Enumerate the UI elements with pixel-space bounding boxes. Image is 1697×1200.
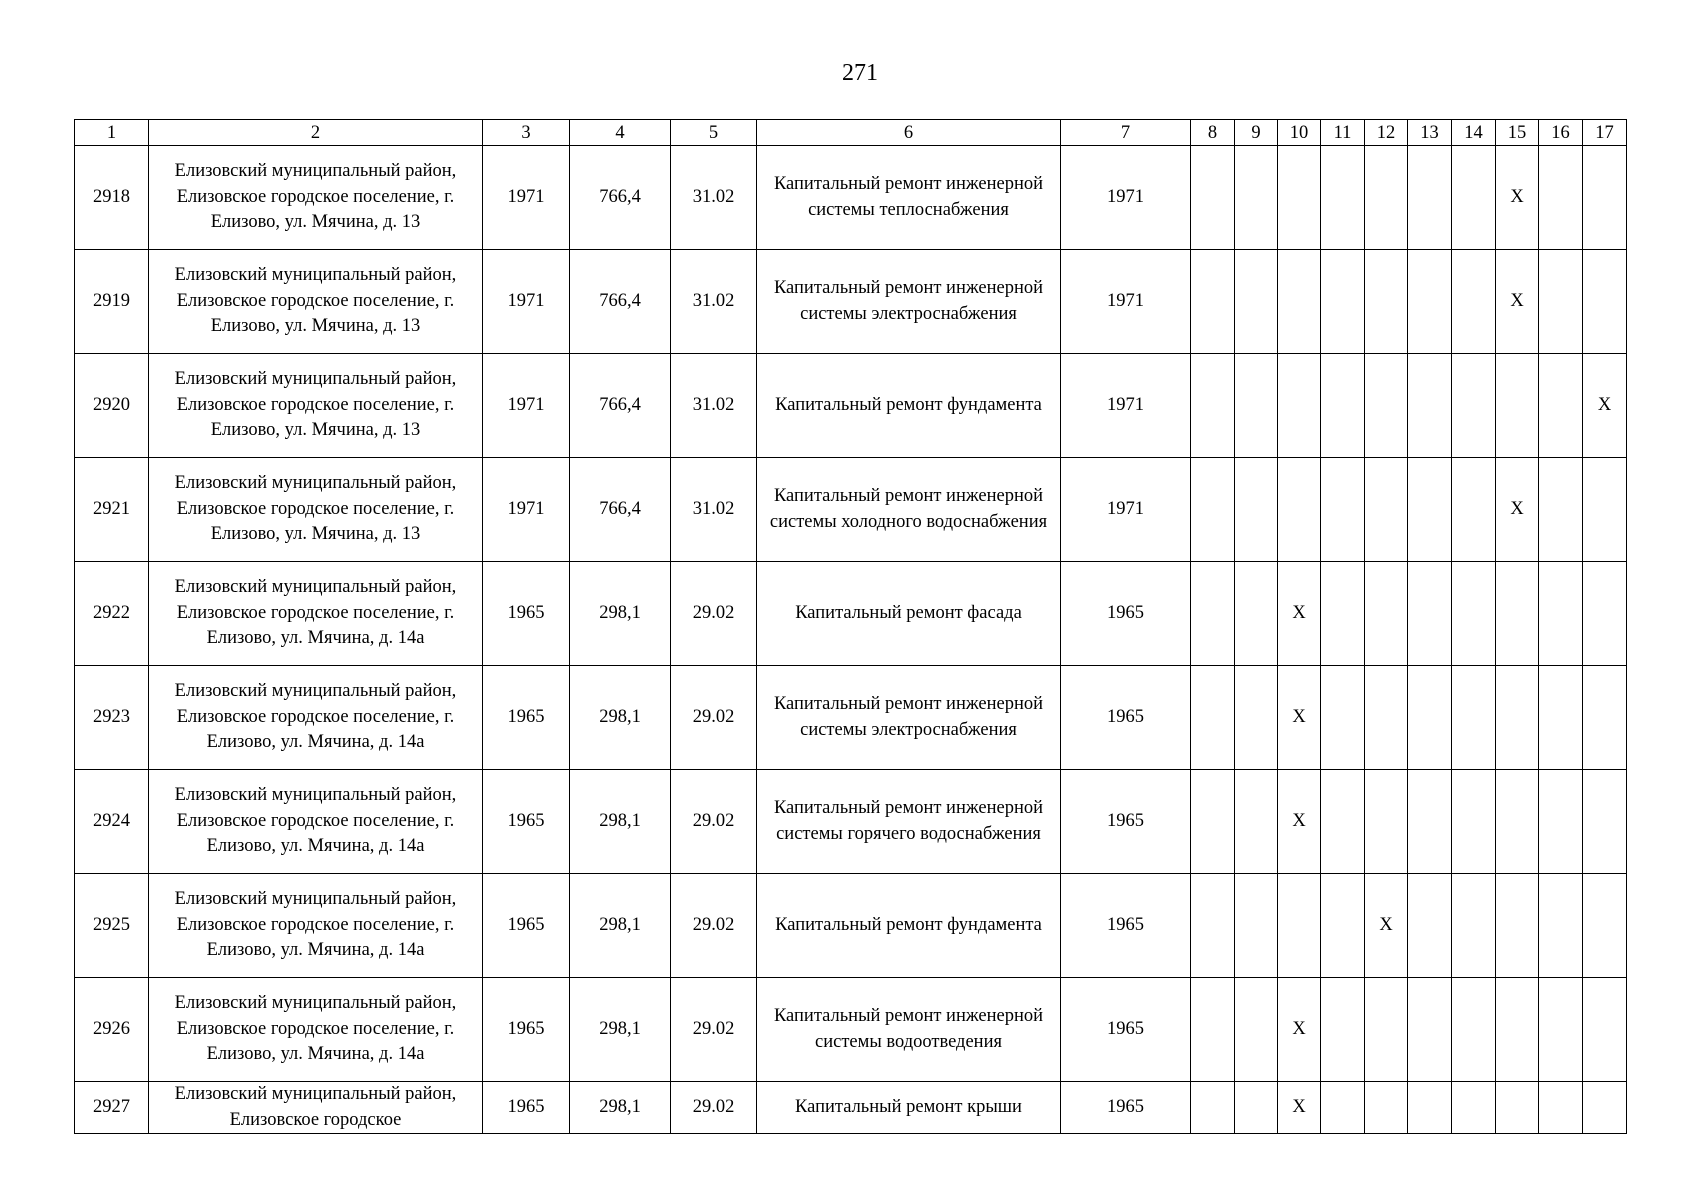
column-number-7: 7 — [1061, 120, 1191, 146]
column-number-17: 17 — [1583, 120, 1627, 146]
check-cell-col-16 — [1539, 458, 1583, 562]
column-number-2: 2 — [149, 120, 483, 146]
area-cell: 766,4 — [570, 250, 671, 354]
row-number-cell: 2922 — [75, 562, 149, 666]
check-cell-col-13 — [1408, 146, 1452, 250]
column-number-5: 5 — [671, 120, 757, 146]
build-year-cell: 1965 — [483, 978, 570, 1082]
check-cell-col-14 — [1452, 250, 1496, 354]
area-cell: 298,1 — [570, 770, 671, 874]
check-mark: X — [1278, 562, 1321, 666]
address-cell: Елизовский муниципальный район, Елизовское городское поселение, г. Елизово, ул. Мячина, д. 13 — [149, 354, 483, 458]
commission-year-cell: 1971 — [1061, 250, 1191, 354]
check-cell-col-8 — [1191, 458, 1235, 562]
table-row — [75, 354, 1627, 458]
table-row — [75, 874, 1627, 978]
address-cell: Елизовский муниципальный район, Елизовское городское поселение, г. Елизово, ул. Мячина, д. 14а — [149, 562, 483, 666]
area-cell: 766,4 — [570, 146, 671, 250]
check-cell-col-15 — [1496, 874, 1539, 978]
column-number-4: 4 — [570, 120, 671, 146]
row-number-cell: 2919 — [75, 250, 149, 354]
check-cell-col-15 — [1496, 1082, 1539, 1134]
check-cell-col-12 — [1365, 666, 1408, 770]
check-mark: X — [1496, 458, 1539, 562]
check-cell-col-9 — [1235, 562, 1278, 666]
check-cell-col-8 — [1191, 770, 1235, 874]
code-cell: 29.02 — [671, 874, 757, 978]
check-cell-col-16 — [1539, 770, 1583, 874]
check-cell-col-8 — [1191, 666, 1235, 770]
code-cell: 31.02 — [671, 354, 757, 458]
check-mark: X — [1278, 770, 1321, 874]
address-cell: Елизовский муниципальный район, Елизовское городское поселение, г. Елизово, ул. Мячина, д. 14а — [149, 770, 483, 874]
check-cell-col-15 — [1496, 562, 1539, 666]
check-cell-col-16 — [1539, 146, 1583, 250]
check-cell-col-11 — [1321, 250, 1365, 354]
commission-year-cell: 1965 — [1061, 874, 1191, 978]
check-cell-col-14 — [1452, 354, 1496, 458]
check-cell-col-11 — [1321, 146, 1365, 250]
address-cell: Елизовский муниципальный район, Елизовское городское поселение, г. Елизово, ул. Мячина, д. 13 — [149, 146, 483, 250]
check-cell-col-17 — [1583, 562, 1627, 666]
check-cell-col-16 — [1539, 562, 1583, 666]
work-type-cell: Капитальный ремонт фасада — [757, 562, 1061, 666]
check-cell-col-11 — [1321, 770, 1365, 874]
commission-year-cell: 1971 — [1061, 458, 1191, 562]
table-row — [75, 562, 1627, 666]
column-number-16: 16 — [1539, 120, 1583, 146]
check-cell-col-16 — [1539, 874, 1583, 978]
check-cell-col-15 — [1496, 354, 1539, 458]
commission-year-cell: 1971 — [1061, 146, 1191, 250]
check-cell-col-11 — [1321, 978, 1365, 1082]
work-type-cell: Капитальный ремонт фундамента — [757, 874, 1061, 978]
check-cell-col-13 — [1408, 770, 1452, 874]
work-type-cell: Капитальный ремонт инженерной системы горячего водоснабжения — [757, 770, 1061, 874]
check-cell-col-16 — [1539, 978, 1583, 1082]
area-cell: 766,4 — [570, 354, 671, 458]
commission-year-cell: 1971 — [1061, 354, 1191, 458]
code-cell: 31.02 — [671, 250, 757, 354]
row-number-cell: 2924 — [75, 770, 149, 874]
check-cell-col-12 — [1365, 562, 1408, 666]
check-cell-col-8 — [1191, 874, 1235, 978]
check-mark: X — [1496, 146, 1539, 250]
table-row — [75, 666, 1627, 770]
build-year-cell: 1971 — [483, 146, 570, 250]
check-cell-col-10 — [1278, 354, 1321, 458]
check-cell-col-11 — [1321, 874, 1365, 978]
check-cell-col-13 — [1408, 250, 1452, 354]
check-cell-col-16 — [1539, 666, 1583, 770]
check-cell-col-15 — [1496, 978, 1539, 1082]
check-mark: X — [1278, 1082, 1321, 1134]
code-cell: 31.02 — [671, 458, 757, 562]
work-type-cell: Капитальный ремонт крыши — [757, 1082, 1061, 1134]
check-cell-col-8 — [1191, 146, 1235, 250]
work-type-cell: Капитальный ремонт фундамента — [757, 354, 1061, 458]
check-cell-col-12 — [1365, 458, 1408, 562]
build-year-cell: 1965 — [483, 562, 570, 666]
row-number-cell: 2923 — [75, 666, 149, 770]
check-cell-col-12 — [1365, 978, 1408, 1082]
repair-register-table — [74, 119, 1627, 1134]
address-cell: Елизовский муниципальный район, Елизовское городское поселение, г. Елизово, ул. Мячина, д. 13 — [149, 250, 483, 354]
check-cell-col-8 — [1191, 978, 1235, 1082]
commission-year-cell: 1965 — [1061, 666, 1191, 770]
address-cell: Елизовский муниципальный район, Елизовское городское поселение, г. Елизово, ул. Мячина, д. 14а — [149, 978, 483, 1082]
check-cell-col-17 — [1583, 146, 1627, 250]
check-cell-col-9 — [1235, 458, 1278, 562]
column-number-row — [75, 120, 1627, 146]
area-cell: 298,1 — [570, 978, 671, 1082]
check-cell-col-10 — [1278, 874, 1321, 978]
check-cell-col-16 — [1539, 250, 1583, 354]
check-cell-col-14 — [1452, 562, 1496, 666]
row-number-cell: 2918 — [75, 146, 149, 250]
check-cell-col-12 — [1365, 250, 1408, 354]
check-cell-col-11 — [1321, 1082, 1365, 1134]
check-cell-col-13 — [1408, 666, 1452, 770]
area-cell: 298,1 — [570, 1082, 671, 1134]
check-cell-col-9 — [1235, 1082, 1278, 1134]
check-cell-col-13 — [1408, 1082, 1452, 1134]
check-cell-col-9 — [1235, 666, 1278, 770]
check-cell-col-15 — [1496, 770, 1539, 874]
check-cell-col-14 — [1452, 666, 1496, 770]
build-year-cell: 1965 — [483, 874, 570, 978]
check-cell-col-16 — [1539, 1082, 1583, 1134]
build-year-cell: 1965 — [483, 666, 570, 770]
column-number-14: 14 — [1452, 120, 1496, 146]
column-number-12: 12 — [1365, 120, 1408, 146]
check-cell-col-13 — [1408, 874, 1452, 978]
work-type-cell: Капитальный ремонт инженерной системы электроснабжения — [757, 250, 1061, 354]
table-row — [75, 146, 1627, 250]
address-cell: Елизовский муниципальный район, Елизовское городское поселение, г. Елизово, ул. Мячина, д. 13 — [149, 458, 483, 562]
column-number-9: 9 — [1235, 120, 1278, 146]
check-cell-col-14 — [1452, 770, 1496, 874]
check-cell-col-10 — [1278, 458, 1321, 562]
work-type-cell: Капитальный ремонт инженерной системы теплоснабжения — [757, 146, 1061, 250]
check-cell-col-17 — [1583, 874, 1627, 978]
check-cell-col-9 — [1235, 770, 1278, 874]
check-cell-col-11 — [1321, 562, 1365, 666]
row-number-cell: 2920 — [75, 354, 149, 458]
column-number-8: 8 — [1191, 120, 1235, 146]
check-cell-col-13 — [1408, 354, 1452, 458]
check-mark: X — [1583, 354, 1627, 458]
code-cell: 29.02 — [671, 770, 757, 874]
row-number-cell: 2925 — [75, 874, 149, 978]
table-row — [75, 978, 1627, 1082]
column-number-10: 10 — [1278, 120, 1321, 146]
check-cell-col-11 — [1321, 458, 1365, 562]
check-cell-col-9 — [1235, 146, 1278, 250]
code-cell: 29.02 — [671, 978, 757, 1082]
commission-year-cell: 1965 — [1061, 978, 1191, 1082]
column-number-6: 6 — [757, 120, 1061, 146]
check-mark: X — [1365, 874, 1408, 978]
check-cell-col-8 — [1191, 250, 1235, 354]
check-cell-col-10 — [1278, 146, 1321, 250]
check-cell-col-9 — [1235, 978, 1278, 1082]
build-year-cell: 1971 — [483, 458, 570, 562]
commission-year-cell: 1965 — [1061, 562, 1191, 666]
check-cell-col-8 — [1191, 562, 1235, 666]
work-type-cell: Капитальный ремонт инженерной системы водоотведения — [757, 978, 1061, 1082]
check-cell-col-13 — [1408, 978, 1452, 1082]
code-cell: 29.02 — [671, 1082, 757, 1134]
address-cell: Елизовский муниципальный район, Елизовское городское поселение, г. Елизово, ул. Мячина, д. 14а — [149, 874, 483, 978]
row-number-cell: 2926 — [75, 978, 149, 1082]
table-row — [75, 458, 1627, 562]
commission-year-cell: 1965 — [1061, 1082, 1191, 1134]
check-cell-col-12 — [1365, 770, 1408, 874]
table-row — [75, 770, 1627, 874]
check-cell-col-9 — [1235, 874, 1278, 978]
area-cell: 766,4 — [570, 458, 671, 562]
area-cell: 298,1 — [570, 666, 671, 770]
check-cell-col-14 — [1452, 1082, 1496, 1134]
column-number-3: 3 — [483, 120, 570, 146]
check-mark: X — [1278, 666, 1321, 770]
check-cell-col-17 — [1583, 666, 1627, 770]
build-year-cell: 1971 — [483, 250, 570, 354]
check-cell-col-8 — [1191, 354, 1235, 458]
column-number-11: 11 — [1321, 120, 1365, 146]
check-cell-col-12 — [1365, 354, 1408, 458]
build-year-cell: 1965 — [483, 770, 570, 874]
check-cell-col-14 — [1452, 978, 1496, 1082]
check-cell-col-12 — [1365, 1082, 1408, 1134]
check-cell-col-9 — [1235, 354, 1278, 458]
address-cell — [149, 1082, 483, 1134]
build-year-cell: 1971 — [483, 354, 570, 458]
work-type-cell: Капитальный ремонт инженерной системы холодного водоснабжения — [757, 458, 1061, 562]
check-mark: X — [1278, 978, 1321, 1082]
check-cell-col-8 — [1191, 1082, 1235, 1134]
area-cell: 298,1 — [570, 562, 671, 666]
check-cell-col-17 — [1583, 978, 1627, 1082]
work-type-cell: Капитальный ремонт инженерной системы электроснабжения — [757, 666, 1061, 770]
page-number: 271 — [842, 60, 878, 86]
check-cell-col-10 — [1278, 250, 1321, 354]
code-cell: 31.02 — [671, 146, 757, 250]
check-cell-col-11 — [1321, 354, 1365, 458]
check-cell-col-9 — [1235, 250, 1278, 354]
register-body — [75, 120, 1627, 1134]
code-cell: 29.02 — [671, 666, 757, 770]
check-cell-col-16 — [1539, 354, 1583, 458]
build-year-cell: 1965 — [483, 1082, 570, 1134]
check-cell-col-17 — [1583, 770, 1627, 874]
check-cell-col-12 — [1365, 146, 1408, 250]
commission-year-cell: 1965 — [1061, 770, 1191, 874]
column-number-15: 15 — [1496, 120, 1539, 146]
check-cell-col-14 — [1452, 458, 1496, 562]
check-cell-col-17 — [1583, 1082, 1627, 1134]
check-cell-col-13 — [1408, 458, 1452, 562]
check-cell-col-17 — [1583, 250, 1627, 354]
column-number-13: 13 — [1408, 120, 1452, 146]
check-cell-col-17 — [1583, 458, 1627, 562]
check-cell-col-15 — [1496, 666, 1539, 770]
code-cell: 29.02 — [671, 562, 757, 666]
address-text: Елизовский муниципальный район, Елизовское городское — [174, 1084, 457, 1130]
check-cell-col-11 — [1321, 666, 1365, 770]
address-cell: Елизовский муниципальный район, Елизовское городское поселение, г. Елизово, ул. Мячина, д. 14а — [149, 666, 483, 770]
row-number-cell: 2921 — [75, 458, 149, 562]
check-cell-col-13 — [1408, 562, 1452, 666]
column-number-1: 1 — [75, 120, 149, 146]
table-row — [75, 1082, 1627, 1134]
check-mark: X — [1496, 250, 1539, 354]
check-cell-col-14 — [1452, 874, 1496, 978]
check-cell-col-14 — [1452, 146, 1496, 250]
table-row — [75, 250, 1627, 354]
area-cell: 298,1 — [570, 874, 671, 978]
row-number-cell: 2927 — [75, 1082, 149, 1134]
